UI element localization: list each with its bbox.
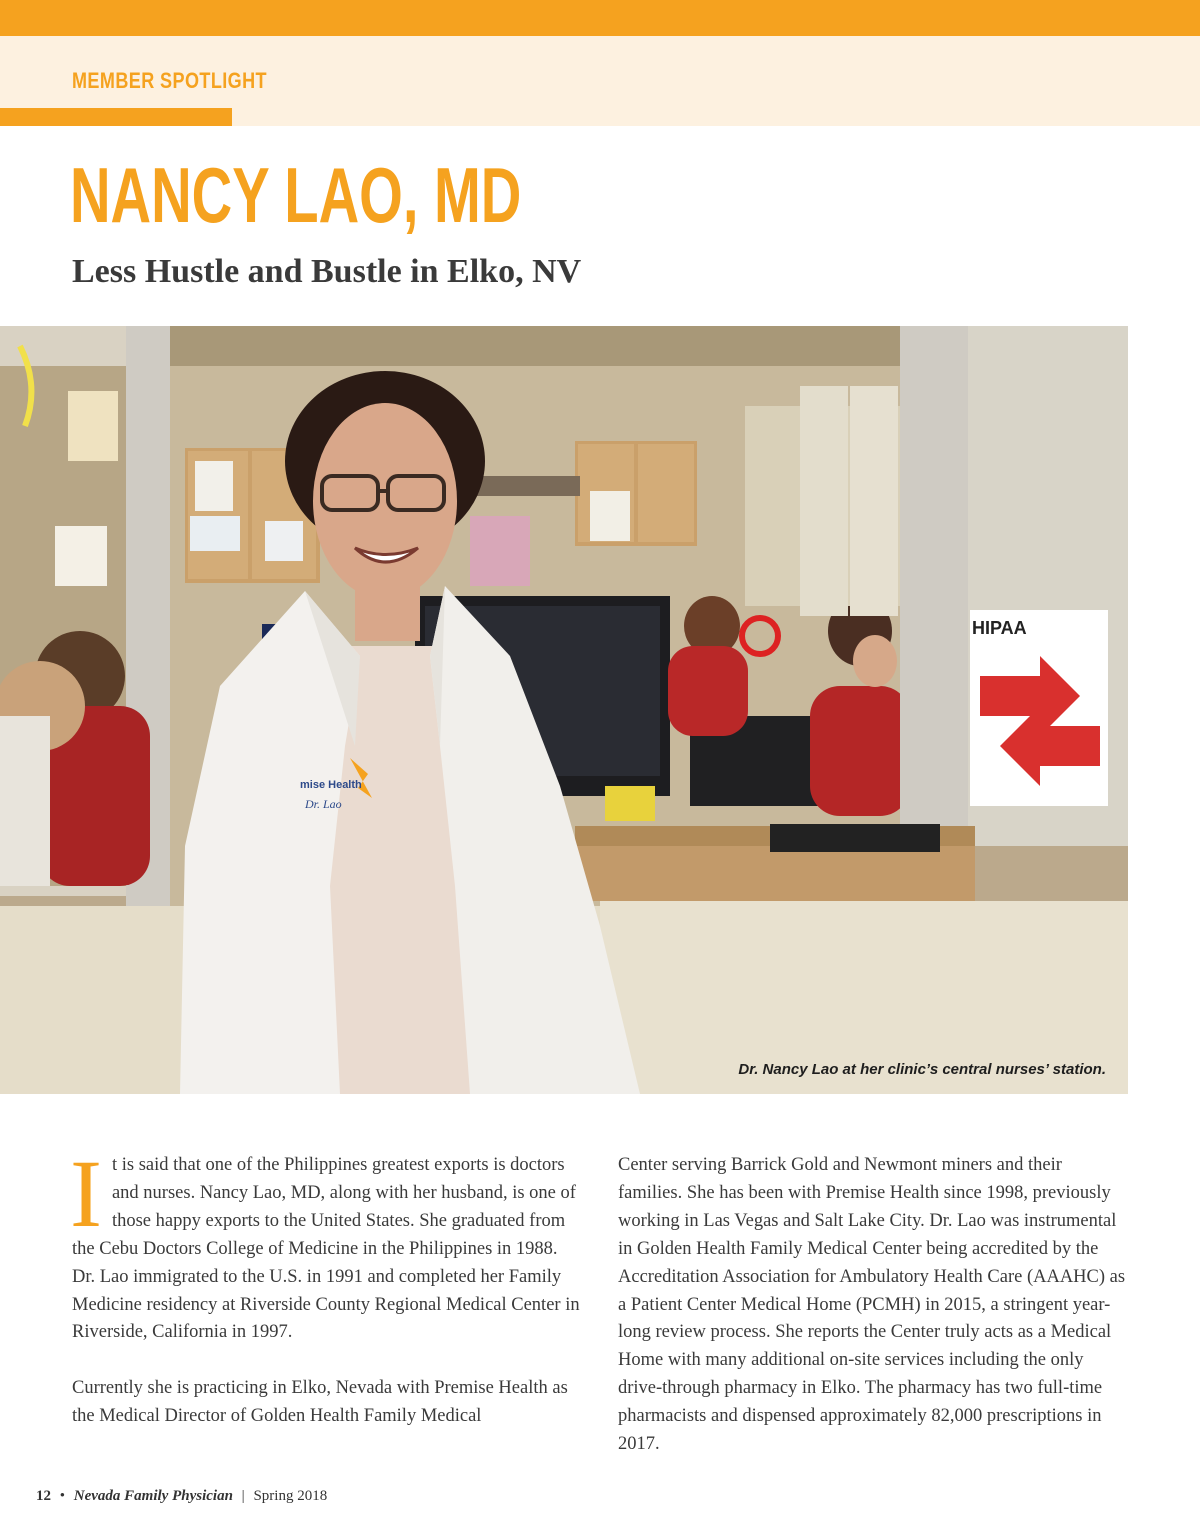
photo-illustration <box>0 326 1128 1094</box>
section-label-underline <box>0 108 232 126</box>
page-footer <box>36 1488 327 1505</box>
drop-cap: I <box>70 1140 102 1247</box>
publication-name: Nevada Family Physician <box>73 1488 233 1504</box>
footer-separator: | <box>241 1488 245 1504</box>
coat-logo-text: mise Health <box>300 779 362 791</box>
page-number: 12 <box>36 1488 51 1504</box>
photo-caption: Dr. Nancy Lao at her clinic’s central nurses’ station. <box>738 1061 1106 1078</box>
paragraph-1 <box>70 1140 584 1347</box>
coat-name-text: Dr. Lao <box>305 797 342 811</box>
paragraph-2-continued: Center serving Barrick Gold and Newmont miners and their families. She has been with Premise Health since 1998, previously working in Las Vegas and Salt Lake City. Dr. Lao was instrumental in Golden Health Family Medical Center being accredited by the Accreditation Association for Ambulatory Health Care (AAAHC) as a Patient Center Medical Home (PCMH) in 2015, a stringent year-long review process. She reports the Center truly acts as a Medical Home with many additional on-site services including the only drive-through pharmacy in Elko. The pharmacy has two full-time pharmacists and dispensed approximately 82,000 prescriptions in 2017. <box>618 1155 1126 1455</box>
article-title: NANCY LAO, MD <box>70 151 522 239</box>
article-photo <box>0 326 1128 1094</box>
article-column-right <box>618 1152 1130 1459</box>
article-subtitle: Less Hustle and Bustle in Elko, NV <box>72 253 582 290</box>
top-accent-bar <box>0 0 1200 36</box>
section-label: MEMBER SPOTLIGHT <box>72 68 267 93</box>
poster-text: HIPAA <box>972 618 1027 638</box>
paragraph-1-text: t is said that one of the Philippines greatest exports is doctors and nurses. Nancy Lao, MD, along with her husband, is one of those happy exports to the United States. She graduated from the Cebu Doctors College of Medicine in the Philippines in 1988. Dr. Lao immigrated to the U.S. in 1991 and completed her Family Medicine residency at Riverside County Regional Medical Center in Riverside, California in 1997. <box>72 1155 580 1343</box>
issue-date: Spring 2018 <box>253 1488 328 1504</box>
article-column-left <box>70 1140 584 1431</box>
paragraph-2-start: Currently she is practicing in Elko, Nevada with Premise Health as the Medical Director of Golden Health Family Medical <box>72 1378 568 1427</box>
footer-bullet: • <box>59 1488 66 1504</box>
